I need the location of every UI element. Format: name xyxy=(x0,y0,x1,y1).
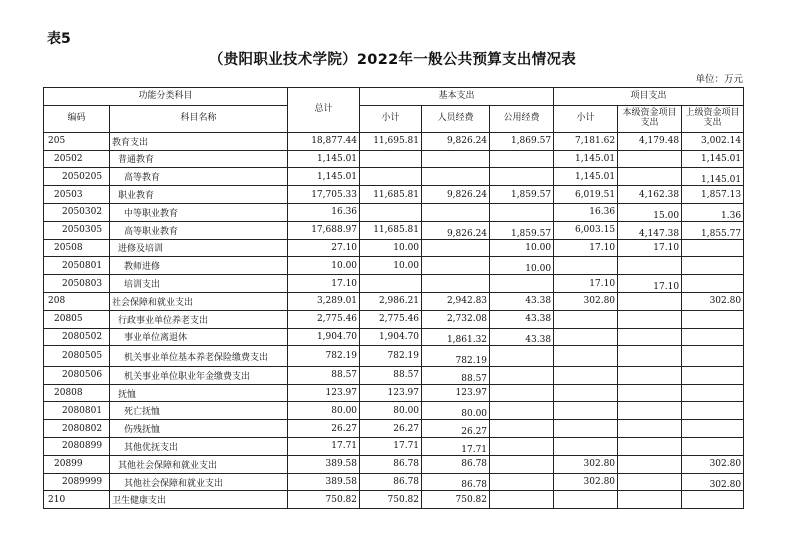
cell-proj-sub: 17.10 xyxy=(554,239,618,257)
cell-basic-sub xyxy=(360,168,422,186)
cell-code: 2080801 xyxy=(44,402,110,420)
cell-total: 88.57 xyxy=(288,366,360,384)
cell-personnel: 9,826.24 xyxy=(422,132,490,150)
cell-total: 389.58 xyxy=(288,455,360,473)
cell-total: 1,145.01 xyxy=(288,150,360,168)
cell-basic-sub xyxy=(360,203,422,221)
cell-upper xyxy=(682,420,744,438)
cell-name: 培训支出 xyxy=(110,275,288,293)
cell-proj-sub xyxy=(554,491,618,509)
cell-local xyxy=(618,402,682,420)
cell-upper: 3,002.14 xyxy=(682,132,744,150)
cell-total: 750.82 xyxy=(288,491,360,509)
cell-code: 2050801 xyxy=(44,257,110,275)
cell-proj-sub: 16.36 xyxy=(554,203,618,221)
cell-proj-sub: 17.10 xyxy=(554,275,618,293)
cell-total: 2,775.46 xyxy=(288,310,360,328)
cell-code: 210 xyxy=(44,491,110,509)
cell-code: 20808 xyxy=(44,384,110,402)
cell-personnel: 88.57 xyxy=(422,366,490,384)
cell-basic-sub: 10.00 xyxy=(360,257,422,275)
cell-local xyxy=(618,384,682,402)
cell-name: 抚恤 xyxy=(110,384,288,402)
cell-personnel: 782.19 xyxy=(422,346,490,367)
cell-name: 普通教育 xyxy=(110,150,288,168)
cell-proj-sub xyxy=(554,366,618,384)
personnel-header: 人员经费 xyxy=(422,105,490,132)
cell-local: 17.10 xyxy=(618,275,682,293)
cell-proj-sub: 7,181.62 xyxy=(554,132,618,150)
upper-fund-header: 上级资金项目支出 xyxy=(682,105,744,132)
cell-local xyxy=(618,168,682,186)
cell-upper xyxy=(682,275,744,293)
cell-total: 389.58 xyxy=(288,473,360,491)
table-row xyxy=(44,328,744,346)
cell-basic-sub: 1,904.70 xyxy=(360,328,422,346)
cell-code: 2050205 xyxy=(44,168,110,186)
cell-public: 10.00 xyxy=(490,257,554,275)
cell-personnel: 17.71 xyxy=(422,438,490,456)
cell-code: 2080505 xyxy=(44,346,110,367)
table-row xyxy=(44,239,744,257)
cell-basic-sub: 11,685.81 xyxy=(360,221,422,239)
cell-upper: 1,145.01 xyxy=(682,168,744,186)
table-row xyxy=(44,168,744,186)
cell-public xyxy=(490,275,554,293)
cell-local xyxy=(618,473,682,491)
cell-upper xyxy=(682,438,744,456)
cell-upper xyxy=(682,328,744,346)
cell-upper xyxy=(682,491,744,509)
cell-code: 2089999 xyxy=(44,473,110,491)
cell-public xyxy=(490,366,554,384)
table-tag: 表5 xyxy=(47,31,71,47)
table-row xyxy=(44,455,744,473)
name-header: 科目名称 xyxy=(110,105,288,132)
cell-upper: 302.80 xyxy=(682,292,744,310)
cell-name: 中等职业教育 xyxy=(110,203,288,221)
cell-personnel: 2,942.83 xyxy=(422,292,490,310)
table-row xyxy=(44,473,744,491)
cell-local xyxy=(618,257,682,275)
functional-category-header: 功能分类科目 xyxy=(44,88,288,106)
cell-personnel xyxy=(422,275,490,293)
table-row xyxy=(44,275,744,293)
table-row xyxy=(44,257,744,275)
cell-basic-sub: 86.78 xyxy=(360,473,422,491)
cell-personnel: 1,861.32 xyxy=(422,328,490,346)
cell-public xyxy=(490,473,554,491)
cell-name: 教育支出 xyxy=(110,132,288,150)
cell-public xyxy=(490,438,554,456)
cell-name: 事业单位离退休 xyxy=(110,328,288,346)
cell-name: 职业教育 xyxy=(110,186,288,204)
cell-code: 2050302 xyxy=(44,203,110,221)
cell-proj-sub: 302.80 xyxy=(554,292,618,310)
cell-local xyxy=(618,420,682,438)
cell-local: 4,179.48 xyxy=(618,132,682,150)
cell-public xyxy=(490,346,554,367)
cell-code: 2050305 xyxy=(44,221,110,239)
cell-total: 17,688.97 xyxy=(288,221,360,239)
cell-public xyxy=(490,203,554,221)
cell-public: 43.38 xyxy=(490,292,554,310)
cell-name: 高等教育 xyxy=(110,168,288,186)
total-header: 总计 xyxy=(288,88,360,133)
cell-basic-sub: 80.00 xyxy=(360,402,422,420)
cell-proj-sub xyxy=(554,438,618,456)
cell-personnel: 9,826.24 xyxy=(422,221,490,239)
cell-proj-sub xyxy=(554,420,618,438)
cell-local xyxy=(618,346,682,367)
cell-upper: 1.36 xyxy=(682,203,744,221)
cell-personnel: 9,826.24 xyxy=(422,186,490,204)
table-row xyxy=(44,491,744,509)
cell-total: 782.19 xyxy=(288,346,360,367)
cell-name: 社会保障和就业支出 xyxy=(110,292,288,310)
cell-basic-sub: 782.19 xyxy=(360,346,422,367)
cell-total: 1,904.70 xyxy=(288,328,360,346)
table-row xyxy=(44,402,744,420)
cell-total: 17.71 xyxy=(288,438,360,456)
cell-code: 2080502 xyxy=(44,328,110,346)
table-row xyxy=(44,186,744,204)
cell-proj-sub: 1,145.01 xyxy=(554,168,618,186)
cell-total: 27.10 xyxy=(288,239,360,257)
cell-code: 20508 xyxy=(44,239,110,257)
cell-name: 机关事业单位基本养老保险缴费支出 xyxy=(110,346,288,367)
cell-public xyxy=(490,491,554,509)
page-title: （贵阳职业技术学院）2022年一般公共预算支出情况表 xyxy=(208,52,577,68)
cell-personnel xyxy=(422,150,490,168)
cell-code: 2080802 xyxy=(44,420,110,438)
cell-total: 18,877.44 xyxy=(288,132,360,150)
cell-name: 死亡抚恤 xyxy=(110,402,288,420)
local-fund-header: 本级资金项目支出 xyxy=(618,105,682,132)
cell-proj-sub xyxy=(554,310,618,328)
cell-name: 伤残抚恤 xyxy=(110,420,288,438)
cell-total: 123.97 xyxy=(288,384,360,402)
cell-upper xyxy=(682,239,744,257)
public-header: 公用经费 xyxy=(490,105,554,132)
cell-basic-sub: 11,695.81 xyxy=(360,132,422,150)
cell-local xyxy=(618,455,682,473)
table-row xyxy=(44,366,744,384)
cell-basic-sub xyxy=(360,150,422,168)
cell-total: 10.00 xyxy=(288,257,360,275)
cell-total: 26.27 xyxy=(288,420,360,438)
cell-proj-sub: 302.80 xyxy=(554,473,618,491)
project-subtotal-header: 小计 xyxy=(554,105,618,132)
cell-basic-sub: 26.27 xyxy=(360,420,422,438)
cell-proj-sub xyxy=(554,384,618,402)
cell-public: 43.38 xyxy=(490,328,554,346)
cell-proj-sub xyxy=(554,346,618,367)
cell-personnel: 750.82 xyxy=(422,491,490,509)
cell-local xyxy=(618,438,682,456)
cell-public xyxy=(490,150,554,168)
cell-basic-sub: 11,685.81 xyxy=(360,186,422,204)
cell-public xyxy=(490,384,554,402)
budget-table xyxy=(43,87,744,509)
cell-code: 20899 xyxy=(44,455,110,473)
cell-local xyxy=(618,491,682,509)
cell-local: 15.00 xyxy=(618,203,682,221)
cell-name: 其他社会保障和就业支出 xyxy=(110,455,288,473)
cell-code: 2050803 xyxy=(44,275,110,293)
cell-proj-sub: 1,145.01 xyxy=(554,150,618,168)
cell-upper xyxy=(682,402,744,420)
table-row xyxy=(44,384,744,402)
cell-public xyxy=(490,455,554,473)
cell-public: 43.38 xyxy=(490,310,554,328)
cell-basic-sub: 2,775.46 xyxy=(360,310,422,328)
cell-proj-sub xyxy=(554,257,618,275)
cell-upper xyxy=(682,366,744,384)
cell-local: 4,162.38 xyxy=(618,186,682,204)
cell-proj-sub: 302.80 xyxy=(554,455,618,473)
cell-total: 3,289.01 xyxy=(288,292,360,310)
cell-personnel: 2,732.08 xyxy=(422,310,490,328)
cell-basic-sub: 17.71 xyxy=(360,438,422,456)
cell-proj-sub: 6,003.15 xyxy=(554,221,618,239)
cell-upper: 302.80 xyxy=(682,473,744,491)
cell-basic-sub: 2,986.21 xyxy=(360,292,422,310)
cell-personnel xyxy=(422,257,490,275)
cell-personnel xyxy=(422,239,490,257)
cell-name: 行政事业单位养老支出 xyxy=(110,310,288,328)
cell-code: 20503 xyxy=(44,186,110,204)
project-expenditure-header: 项目支出 xyxy=(554,88,744,106)
cell-public: 1,859.57 xyxy=(490,221,554,239)
cell-basic-sub: 86.78 xyxy=(360,455,422,473)
table-row xyxy=(44,132,744,150)
cell-public xyxy=(490,420,554,438)
cell-upper xyxy=(682,310,744,328)
cell-public xyxy=(490,402,554,420)
table-row xyxy=(44,292,744,310)
cell-name: 其他优抚支出 xyxy=(110,438,288,456)
cell-proj-sub xyxy=(554,402,618,420)
table-row xyxy=(44,150,744,168)
cell-name: 卫生健康支出 xyxy=(110,491,288,509)
cell-public: 10.00 xyxy=(490,239,554,257)
cell-total: 17,705.33 xyxy=(288,186,360,204)
cell-public xyxy=(490,168,554,186)
cell-upper: 1,857.13 xyxy=(682,186,744,204)
cell-public: 1,869.57 xyxy=(490,132,554,150)
cell-upper xyxy=(682,384,744,402)
cell-code: 2080506 xyxy=(44,366,110,384)
cell-name: 高等职业教育 xyxy=(110,221,288,239)
cell-local xyxy=(618,328,682,346)
cell-code: 2080899 xyxy=(44,438,110,456)
cell-local xyxy=(618,292,682,310)
cell-upper: 1,145.01 xyxy=(682,150,744,168)
table-row xyxy=(44,420,744,438)
cell-upper: 1,855.77 xyxy=(682,221,744,239)
cell-basic-sub: 750.82 xyxy=(360,491,422,509)
cell-personnel: 80.00 xyxy=(422,402,490,420)
table-row xyxy=(44,346,744,367)
cell-code: 20502 xyxy=(44,150,110,168)
table-row xyxy=(44,203,744,221)
cell-basic-sub xyxy=(360,275,422,293)
cell-basic-sub: 123.97 xyxy=(360,384,422,402)
cell-code: 205 xyxy=(44,132,110,150)
code-header: 编码 xyxy=(44,105,110,132)
basic-subtotal-header: 小计 xyxy=(360,105,422,132)
cell-name: 其他社会保障和就业支出 xyxy=(110,473,288,491)
cell-proj-sub xyxy=(554,328,618,346)
cell-personnel: 123.97 xyxy=(422,384,490,402)
cell-name: 进修及培训 xyxy=(110,239,288,257)
unit-label: 单位：万元 xyxy=(695,74,743,85)
cell-local xyxy=(618,310,682,328)
cell-proj-sub: 6,019.51 xyxy=(554,186,618,204)
cell-local xyxy=(618,366,682,384)
cell-personnel: 86.78 xyxy=(422,455,490,473)
cell-total: 17.10 xyxy=(288,275,360,293)
cell-total: 16.36 xyxy=(288,203,360,221)
cell-upper xyxy=(682,257,744,275)
cell-basic-sub: 10.00 xyxy=(360,239,422,257)
cell-total: 1,145.01 xyxy=(288,168,360,186)
cell-basic-sub: 88.57 xyxy=(360,366,422,384)
cell-personnel xyxy=(422,168,490,186)
cell-upper: 302.80 xyxy=(682,455,744,473)
cell-local: 4,147.38 xyxy=(618,221,682,239)
cell-local xyxy=(618,150,682,168)
cell-code: 208 xyxy=(44,292,110,310)
cell-local: 17.10 xyxy=(618,239,682,257)
table-row xyxy=(44,221,744,239)
table-row xyxy=(44,310,744,328)
cell-upper xyxy=(682,346,744,367)
cell-total: 80.00 xyxy=(288,402,360,420)
cell-personnel xyxy=(422,203,490,221)
cell-name: 机关事业单位职业年金缴费支出 xyxy=(110,366,288,384)
table-row xyxy=(44,438,744,456)
basic-expenditure-header: 基本支出 xyxy=(360,88,554,106)
cell-personnel: 26.27 xyxy=(422,420,490,438)
cell-name: 教师进修 xyxy=(110,257,288,275)
cell-personnel: 86.78 xyxy=(422,473,490,491)
cell-public: 1,859.57 xyxy=(490,186,554,204)
cell-code: 20805 xyxy=(44,310,110,328)
